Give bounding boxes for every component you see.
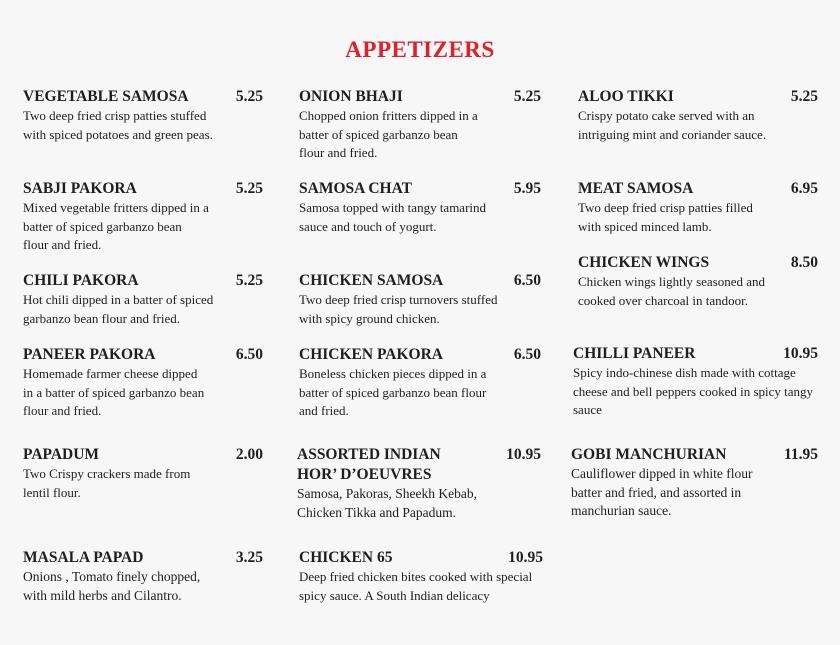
menu-item bbox=[299, 548, 543, 605]
menu-item bbox=[23, 87, 263, 144]
menu-item bbox=[297, 445, 541, 522]
item-description: Mixed vegetable fritters dipped in a batter of spiced garbanzo bean flour and fried. bbox=[23, 200, 209, 252]
item-name: SAMOSA CHAT bbox=[299, 180, 412, 197]
menu-title: APPETIZERS bbox=[345, 37, 495, 62]
item-description: Two Crispy crackers made from lentil flour. bbox=[23, 466, 191, 500]
item-price: 5.25 bbox=[235, 180, 263, 197]
menu-item bbox=[578, 253, 818, 310]
item-description: Spicy indo-chinese dish made with cottage cheese and bell peppers cooked in spicy tangy sauce bbox=[573, 365, 814, 417]
menu-item bbox=[23, 271, 263, 328]
item-price: 6.50 bbox=[513, 272, 541, 289]
item-name: CHICKEN SAMOSA bbox=[299, 272, 444, 289]
item-name: ONION BHAJI bbox=[299, 88, 403, 105]
item-description: Chicken wings lightly seasoned and cooked over charcoal in tandoor. bbox=[578, 274, 766, 308]
item-price: 10.95 bbox=[508, 549, 543, 566]
item-price: 6.50 bbox=[513, 346, 541, 363]
item-price: 6.50 bbox=[235, 346, 263, 363]
menu-item bbox=[23, 345, 263, 421]
menu-item bbox=[299, 179, 541, 236]
menu-item bbox=[23, 179, 263, 255]
item-name: VEGETABLE SAMOSA bbox=[23, 88, 189, 105]
item-name: ALOO TIKKI bbox=[578, 88, 674, 105]
item-name: CHICKEN 65 bbox=[299, 549, 393, 566]
item-description: Boneless chicken pieces dipped in a batter of spiced garbanzo bean flour and fried. bbox=[299, 366, 487, 418]
item-price: 11.95 bbox=[783, 446, 818, 463]
menu-item bbox=[23, 548, 263, 605]
item-description: Samosa, Pakoras, Sheekh Kebab, Chicken Tikka and Papadum. bbox=[297, 486, 477, 520]
item-price: 10.95 bbox=[783, 345, 818, 362]
item-price: 5.25 bbox=[513, 88, 541, 105]
menu-item bbox=[573, 344, 818, 420]
item-name: CHICKEN WINGS bbox=[578, 254, 710, 271]
item-price: 10.95 bbox=[506, 446, 541, 463]
item-name: CHILLI PANEER bbox=[573, 345, 696, 362]
item-price: 2.00 bbox=[235, 446, 263, 463]
item-name: MEAT SAMOSA bbox=[578, 180, 694, 197]
item-price: 5.95 bbox=[513, 180, 541, 197]
item-description: Crispy potato cake served with an intriguing mint and coriander sauce. bbox=[578, 108, 767, 142]
menu-item bbox=[299, 345, 541, 421]
item-name: ASSORTED INDIAN HOR’ D’OEUVRES bbox=[297, 446, 441, 483]
item-name: CHILI PAKORA bbox=[23, 272, 139, 289]
item-price: 5.25 bbox=[790, 88, 818, 105]
item-price: 8.50 bbox=[790, 254, 818, 271]
item-description: Onions , Tomato finely chopped, with mild herbs and Cilantro. bbox=[23, 569, 201, 603]
item-description: Two deep fried crisp turnovers stuffed with spicy ground chicken. bbox=[299, 292, 498, 326]
item-description: Deep fried chicken bites cooked with special spicy sauce. A South Indian delicacy bbox=[299, 569, 533, 603]
item-name: SABJI PAKORA bbox=[23, 180, 137, 197]
item-description: Cauliflower dipped in white flour batter and fried, and assorted in manchurian sauce. bbox=[571, 466, 753, 518]
menu-item bbox=[299, 87, 541, 163]
item-price: 5.25 bbox=[235, 88, 263, 105]
item-price: 6.95 bbox=[790, 180, 818, 197]
item-price: 3.25 bbox=[235, 549, 263, 566]
item-name: MASALA PAPAD bbox=[23, 549, 144, 566]
item-description: Two deep fried crisp patties filled with spiced minced lamb. bbox=[578, 200, 753, 234]
item-name: PANEER PAKORA bbox=[23, 346, 156, 363]
item-description: Chopped onion fritters dipped in a batter of spiced garbanzo bean flour and fried. bbox=[299, 108, 478, 160]
item-description: Hot chili dipped in a batter of spiced garbanzo bean flour and fried. bbox=[23, 292, 214, 326]
item-description: Two deep fried crisp patties stuffed with spiced potatoes and green peas. bbox=[23, 108, 213, 142]
menu-item bbox=[299, 271, 541, 328]
item-description: Samosa topped with tangy tamarind sauce and touch of yogurt. bbox=[299, 200, 487, 234]
item-name: PAPADUM bbox=[23, 446, 100, 463]
item-name: CHICKEN PAKORA bbox=[299, 346, 443, 363]
item-name: GOBI MANCHURIAN bbox=[571, 446, 727, 463]
menu-item bbox=[578, 179, 818, 236]
item-description: Homemade farmer cheese dipped in a batter of spiced garbanzo bean flour and fried. bbox=[23, 366, 205, 418]
menu-item bbox=[571, 445, 818, 521]
menu-item bbox=[578, 87, 818, 144]
item-price: 5.25 bbox=[235, 272, 263, 289]
menu-item bbox=[23, 445, 263, 502]
